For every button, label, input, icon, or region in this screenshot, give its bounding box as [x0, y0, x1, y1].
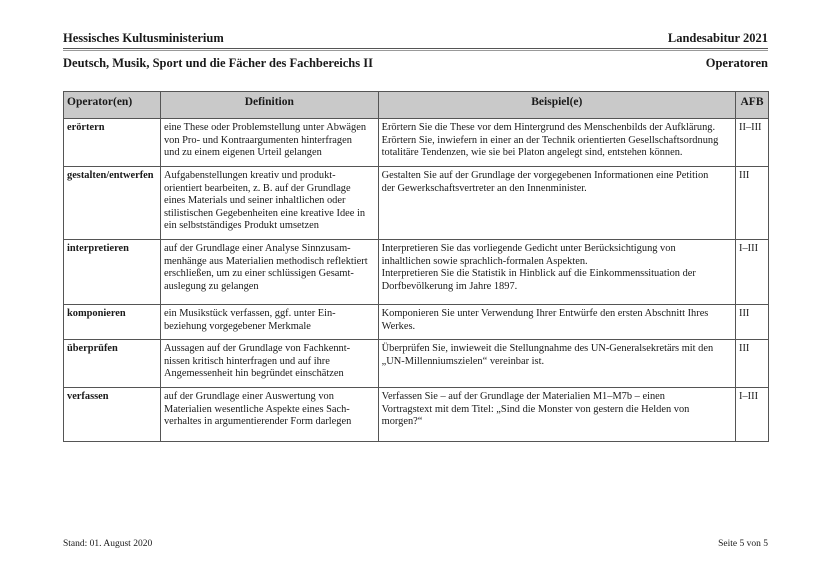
definition-line: ein selbstständiges Produkt umsetzen: [163, 220, 319, 232]
definition-line: auf der Grundlage einer Analyse Sinnzusam-: [163, 243, 351, 254]
definition-cell: [160, 240, 378, 305]
page-header: [63, 31, 768, 46]
table-row: [64, 388, 769, 442]
definition-line: erschließen, um zu einer schlüssigen Gesamt-: [163, 268, 354, 280]
afb-cell: I–III: [736, 240, 769, 305]
example-line: totalitäre Tendenzen, wie sie bei Platon angelegt sind, entstehen können.: [381, 147, 683, 159]
definition-line: auf der Grundlage einer Auswertung von: [163, 391, 334, 402]
column-header-definition: Definition: [160, 92, 378, 119]
table-row: [64, 305, 769, 340]
example-line: Verfassen Sie – auf der Grundlage der Materialien M1–M7b – einen: [381, 391, 665, 402]
definition-line: eine These oder Problemstellung unter Abwägen: [163, 122, 367, 133]
operator-cell: verfassen: [64, 388, 161, 442]
afb-cell: III: [736, 305, 769, 340]
definition-cell: [160, 119, 378, 167]
example-line: inhaltlichen sowie sprachlich-formalen Aspekten.: [381, 255, 588, 267]
example-line: der Gewerkschaftsvertreter an den Innenminister.: [381, 182, 587, 194]
page-subheader: [63, 56, 768, 71]
operator-cell: gestalten/entwerfen: [64, 167, 161, 240]
example-line: „UN-Millenniumszielen“ vereinbar ist.: [381, 355, 545, 367]
example-line: Überprüfen Sie, inwieweit die Stellungnahme des UN-Generalsekretärs mit den: [381, 343, 714, 354]
table-row: [64, 340, 769, 388]
definition-line: orientiert bearbeiten, z. B. auf der Grundlage: [163, 182, 351, 194]
example-cell: [378, 167, 735, 240]
definition-cell: [160, 388, 378, 442]
definition-line: auslegung zu gelangen: [163, 280, 259, 292]
definition-line: menhänge aus Materialien methodisch reflektiert: [163, 255, 368, 267]
header-divider: [63, 48, 768, 51]
organization-name: Hessisches Kultusministerium: [63, 31, 224, 45]
operator-cell: erörtern: [64, 119, 161, 167]
definition-line: Angemessenheit hin begründet einschätzen: [163, 368, 344, 380]
exam-title: Landesabitur 2021: [667, 31, 768, 45]
definition-line: nissen kritisch hinterfragen und auf ihre: [163, 355, 330, 367]
definition-line: von Pro- und Kontraargumenten hinterfragen: [163, 134, 352, 146]
operator-cell: komponieren: [64, 305, 161, 340]
afb-cell: I–III: [736, 388, 769, 442]
column-header-afb: AFB: [736, 92, 769, 119]
table-row: [64, 167, 769, 240]
subject-title: Deutsch, Musik, Sport und die Fächer des Fachbereichs II: [63, 56, 373, 70]
definition-cell: [160, 340, 378, 388]
definition-line: Aussagen auf der Grundlage von Fachkennt-: [163, 343, 351, 354]
afb-cell: III: [736, 167, 769, 240]
example-cell: [378, 305, 735, 340]
definition-line: beziehung vorgegebener Merkmale: [163, 320, 311, 332]
example-cell: [378, 240, 735, 305]
example-cell: [378, 119, 735, 167]
example-cell: [378, 388, 735, 442]
section-title: Operatoren: [705, 56, 768, 70]
definition-cell: [160, 167, 378, 240]
definition-line: eines Materials und seiner inhaltlichen oder: [163, 195, 346, 207]
example-cell: [378, 340, 735, 388]
example-line: morgen?“: [381, 416, 423, 428]
page-footer: [63, 539, 768, 549]
table-header-row: [64, 92, 769, 119]
example-line: Gestalten Sie auf der Grundlage der vorgegebenen Informationen eine Petition: [381, 170, 709, 181]
example-line: Werkes.: [381, 320, 416, 332]
column-header-examples: Beispiel(e): [378, 92, 735, 119]
example-line: Erörtern Sie, inwiefern in einer an der Technik orientierten Gesellschaftsordnung: [381, 134, 719, 146]
afb-cell: III: [736, 340, 769, 388]
example-line: Komponieren Sie unter Verwendung Ihrer Entwürfe den ersten Abschnitt Ihres: [381, 308, 709, 319]
document-date: Stand: 01. August 2020: [63, 539, 153, 549]
page-number: Seite 5 von 5: [718, 539, 768, 549]
example-line: Interpretieren Sie die Statistik in Hinblick auf die Einkommenssituation der: [381, 268, 696, 280]
column-header-operator: Operator(en): [64, 92, 161, 119]
definition-cell: [160, 305, 378, 340]
table-row: [64, 240, 769, 305]
definition-line: und zu einem eigenen Urteil gelangen: [163, 147, 322, 159]
afb-cell: II–III: [736, 119, 769, 167]
example-line: Erörtern Sie die These vor dem Hintergrund des Menschenbilds der Aufklärung.: [381, 122, 716, 133]
example-line: Vortragstext mit dem Titel: „Sind die Monster von gestern die Helden von: [381, 403, 690, 415]
definition-line: Aufgabenstellungen kreativ und produkt-: [163, 170, 336, 181]
operators-table: [63, 91, 769, 442]
example-line: Dorfbevölkerung im Jahre 1897.: [381, 280, 518, 292]
definition-line: ein Musikstück verfassen, ggf. unter Ein-: [163, 308, 336, 319]
operator-cell: interpretieren: [64, 240, 161, 305]
definition-line: verhaltes in argumentierender Form darlegen: [163, 416, 352, 428]
example-line: Interpretieren Sie das vorliegende Gedicht unter Berücksichtigung von: [381, 243, 676, 254]
definition-line: stilistischen Gegebenheiten eine kreative Idee in: [163, 207, 366, 219]
operator-cell: überprüfen: [64, 340, 161, 388]
table-row: [64, 119, 769, 167]
definition-line: Materialien wesentliche Aspekte eines Sach-: [163, 403, 350, 415]
